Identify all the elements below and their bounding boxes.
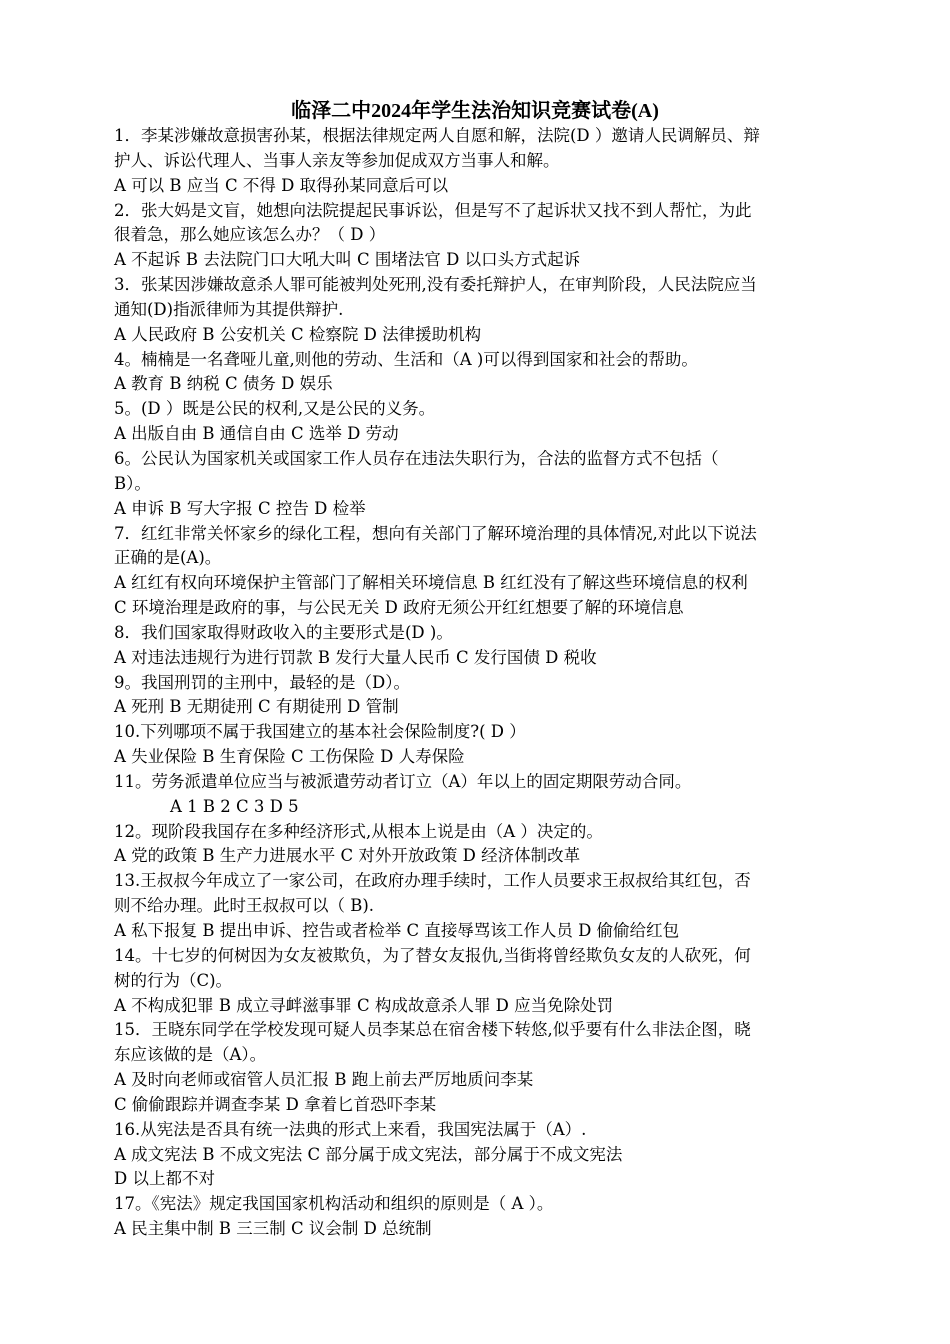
q2-line-2: 很着急，那么她应该怎么办？（ D ）: [114, 225, 386, 245]
q15-options-cd: C 偷偷跟踪并调查李某 D 拿着匕首恐吓李某: [114, 1094, 437, 1114]
q4-line-1: 4。楠楠是一名聋哑儿童,则他的劳动、生活和（A )可以得到国家和社会的帮助。: [114, 349, 698, 369]
q6-line-1: 6。公民认为国家机关或国家工作人员存在违法失职行为，合法的监督方式不包括（: [114, 448, 719, 468]
exam-body: [114, 124, 858, 1242]
q3-options: A 人民政府 B 公安机关 C 检察院 D 法律援助机构: [114, 324, 482, 344]
q13-line-1: 13.王叔叔今年成立了一家公司，在政府办理手续时，工作人员要求王叔叔给其红包，否: [114, 871, 751, 891]
q15-options-ab: A 及时向老师或宿管人员汇报 B 跑上前去严厉地质问李某: [114, 1070, 534, 1090]
q9-options: A 死刑 B 无期徒刑 C 有期徒刑 D 管制: [114, 697, 399, 717]
q8-options: A 对违法违规行为进行罚款 B 发行大量人民币 C 发行国债 D 税收: [114, 647, 597, 667]
q1-options: A 可以 B 应当 C 不得 D 取得孙某同意后可以: [114, 175, 449, 195]
q3-line-1: 3．张某因涉嫌故意杀人罪可能被判处死刑,没有委托辩护人，在审判阶段，人民法院应当: [114, 275, 757, 295]
q6-line-2: B）。: [114, 473, 151, 493]
q10-line-1: 10.下列哪项不属于我国建立的基本社会保险制度?( D ）: [114, 722, 526, 742]
q3-line-2: 通知(D)指派律师为其提供辩护.: [114, 299, 344, 319]
q15-line-2: 东应该做的是（A）。: [114, 1045, 267, 1065]
q11-line-1: 11。劳务派遣单位应当与被派遣劳动者订立（A）年以上的固定期限劳动合同。: [114, 771, 692, 791]
q10-options: A 失业保险 B 生育保险 C 工伤保险 D 人寿保险: [114, 747, 465, 767]
q17-line-1: 17。《宪法》规定我国国家机构活动和组织的原则是（ A ）。: [114, 1194, 554, 1214]
exam-title: 临泽二中2024年学生法治知识竞赛试卷(A): [291, 100, 659, 122]
q7-options-ab: A 红红有权向环境保护主管部门了解相关环境信息 B 红红没有了解这些环境信息的权利: [114, 573, 748, 593]
q1-line-1: 1．李某涉嫌故意损害孙某，根据法律规定两人自愿和解，法院(D ）邀请人民调解员、辩: [114, 126, 760, 145]
q5-line-1: 5。(D ）既是公民的权利,又是公民的义务。: [114, 399, 436, 419]
q4-options: A 教育 B 纳税 C 债务 D 娱乐: [114, 374, 333, 394]
q16-options-abc: A 成文宪法 B 不成文宪法 C 部分属于成文宪法，部分属于不成文宪法: [114, 1144, 623, 1164]
q2-line-1: 2．张大妈是文盲，她想向法院提起民事诉讼，但是写不了起诉状又找不到人帮忙，为此: [114, 200, 752, 220]
q14-options: A 不构成犯罪 B 成立寻衅滋事罪 C 构成故意杀人罪 D 应当免除处罚: [114, 995, 614, 1015]
q14-line-2: 树的行为（C)。: [114, 970, 233, 990]
q9-line-1: 9。我国刑罚的主刑中，最轻的是（D）。: [114, 672, 410, 692]
q13-line-2: 则不给办理。此时王叔叔可以（ B).: [114, 896, 375, 916]
q1-line-2: 护人、诉讼代理人、当事人亲友等参加促成双方当事人和解。: [114, 150, 560, 170]
q12-options: A 党的政策 B 生产力进展水平 C 对外开放政策 D 经济体制改革: [114, 846, 581, 866]
q14-line-1: 14。十七岁的何树因为女友被欺负，为了替女友报仇,当街将曾经欺负女友的人砍死，何: [114, 945, 751, 965]
q7-line-1: 7．红红非常关怀家乡的绿化工程，想向有关部门了解环境治理的具体情况,对此以下说法: [114, 523, 757, 543]
q13-options: A 私下报复 B 提出申诉、控告或者检举 C 直接辱骂该工作人员 D 偷偷给红包: [114, 921, 680, 940]
q15-line-1: 15．王晓东同学在学校发现可疑人员李某总在宿舍楼下转悠,似乎要有什么非法企图，晓: [114, 1020, 751, 1040]
q16-line-1: 16.从宪法是否具有统一法典的形式上来看，我国宪法属于（A）.: [114, 1119, 587, 1139]
q17-options: A 民主集中制 B 三三制 C 议会制 D 总统制: [114, 1219, 432, 1239]
q11-options: A 1 B 2 C 3 D 5: [170, 796, 299, 816]
q5-options: A 出版自由 B 通信自由 C 选举 D 劳动: [114, 424, 399, 444]
q6-options: A 申诉 B 写大字报 C 控告 D 检举: [114, 498, 366, 518]
q16-options-d: D 以上都不对: [114, 1169, 215, 1189]
q7-line-2: 正确的是(A)。: [114, 548, 222, 568]
q8-line-1: 8．我们国家取得财政收入的主要形式是(D )。: [114, 622, 453, 642]
q2-options: A 不起诉 B 去法院门口大吼大叫 C 围堵法官 D 以口头方式起诉: [114, 250, 581, 270]
q12-line-1: 12。现阶段我国存在多种经济形式,从根本上说是由（A ）决定的。: [114, 821, 603, 841]
q7-options-cd: C 环境治理是政府的事，与公民无关 D 政府无须公开红红想要了解的环境信息: [114, 598, 684, 618]
